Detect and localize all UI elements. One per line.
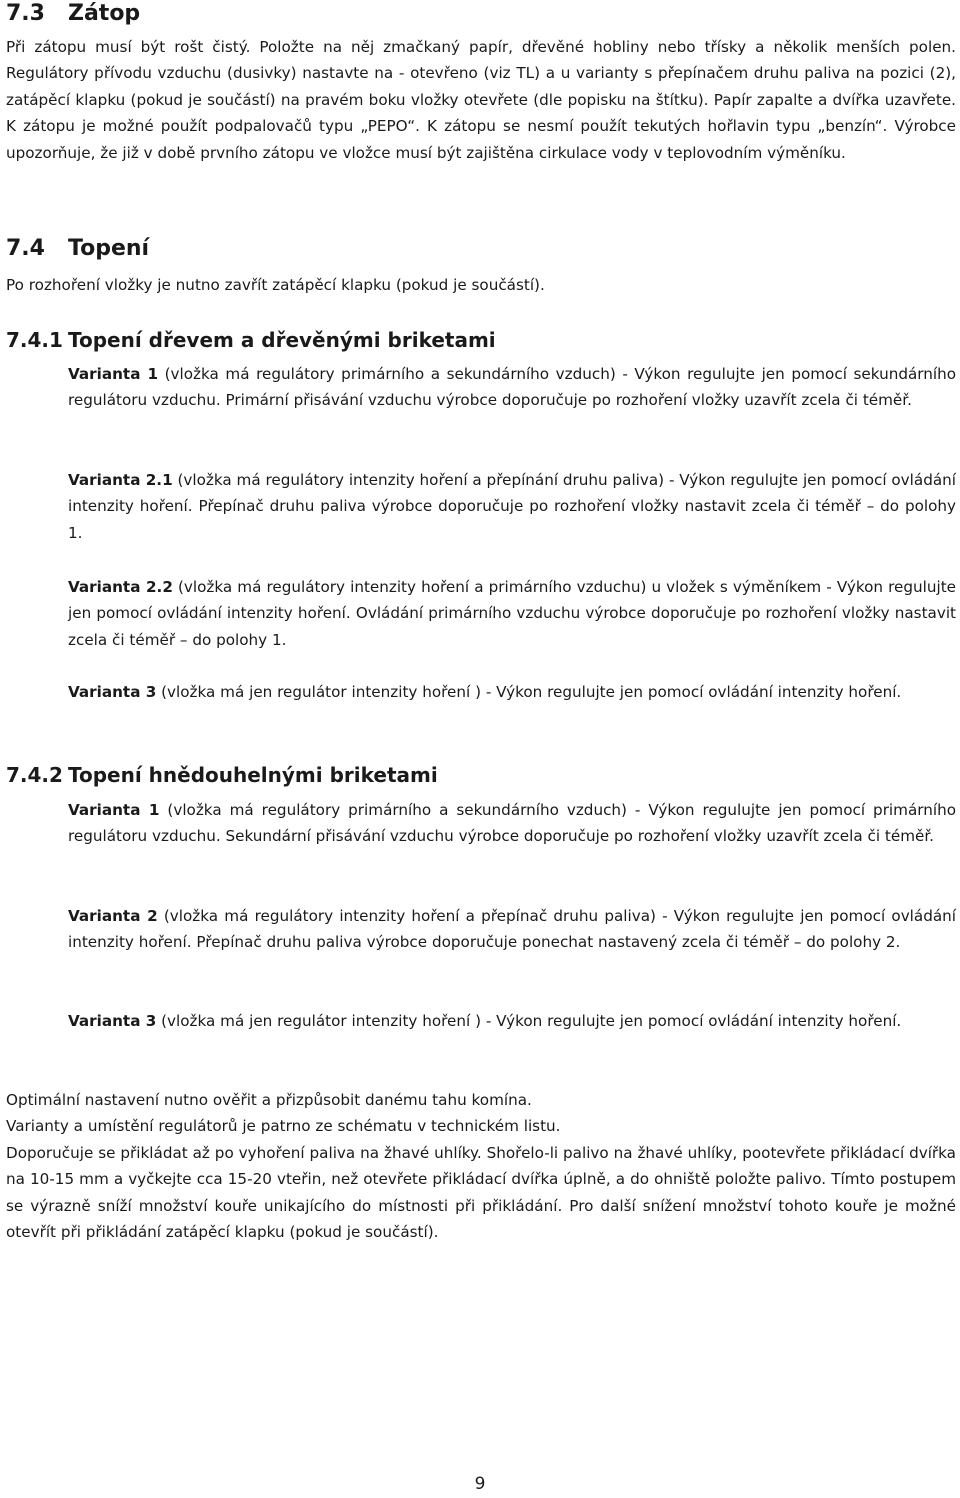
- variant-paragraph: [68, 679, 956, 705]
- variant-label: Varianta 3: [68, 683, 157, 701]
- variant-text: (vložka má regulátory intenzity hoření a přepínání druhu paliva) - Výkon regulujte jen pomocí ovládání intenzity hoření. Přepínač druhu paliva výrobce doporučuje po rozhoření vložky nastavit zcela či téměř – do polohy 1.: [68, 471, 956, 542]
- variant-label: Varianta 3: [68, 1012, 157, 1030]
- variant-text: (vložka má jen regulátor intenzity hoření ) - Výkon regulujte jen pomocí ovládání intenzity hoření.: [156, 683, 902, 701]
- section-heading: [6, 0, 956, 28]
- section-number: 7.4.1: [6, 328, 63, 352]
- section-title: Topení: [68, 236, 150, 261]
- section-7-3-body: [0, 34, 960, 166]
- subsection-heading: [6, 762, 956, 788]
- variant-paragraph: [68, 903, 956, 956]
- variant-label: Varianta 2.1: [68, 471, 173, 489]
- variant-paragraph: [68, 1008, 956, 1034]
- section-number: 7.4.2: [6, 763, 63, 787]
- variant-paragraph: [68, 797, 956, 850]
- variant-label: Varianta 2: [68, 907, 158, 925]
- section-7-4: [0, 235, 960, 263]
- variant-block: [0, 574, 960, 653]
- subsection-heading: [6, 327, 956, 353]
- section-heading: [6, 235, 956, 263]
- variant-text: (vložka má regulátory intenzity hoření a primárního vzduchu) u vložek s výměníkem - Výkon regulujte jen pomocí ovládání intenzity hoření. Ovládání primárního vzduchu výrobce doporučuje po rozhoření vložky nastavit zcela či téměř – do polohy 1.: [68, 578, 956, 649]
- variant-label: Varianta 2.2: [68, 578, 173, 596]
- variant-block: [0, 1008, 960, 1034]
- variant-text: (vložka má regulátory primárního a sekundárního vzduch) - Výkon regulujte jen pomocí sekundárního regulátoru vzduchu. Primární přisávání vzduchu výrobce doporučuje po rozhoření vložky uzavřít zcela či téměř.: [68, 365, 957, 410]
- section-7-4-2: [0, 762, 960, 788]
- section-number: 7.4: [6, 236, 45, 261]
- paragraph: Optimální nastavení nutno ověřit a přizpůsobit danému tahu komína.: [6, 1091, 532, 1109]
- variant-text: (vložka má regulátory intenzity hoření a přepínač druhu paliva) - Výkon regulujte jen pomocí ovládání intenzity hoření. Přepínač druhu paliva výrobce doporučuje ponechat nastavený zcela či téměř – do polohy 2.: [68, 907, 956, 952]
- section-7-4-body: [0, 272, 960, 298]
- variant-label: Varianta 1: [68, 801, 160, 819]
- variant-label: Varianta 1: [68, 365, 159, 383]
- section-7-3: [0, 0, 960, 28]
- section-title: Topení hnědouhelnými briketami: [68, 763, 438, 787]
- variant-text: (vložka má jen regulátor intenzity hoření ) - Výkon regulujte jen pomocí ovládání intenzity hoření.: [156, 1012, 902, 1030]
- section-number: 7.3: [6, 1, 45, 26]
- variant-paragraph: [68, 467, 956, 546]
- variant-block: [0, 903, 960, 956]
- paragraph: Po rozhoření vložky je nutno zavřít zatápěcí klapku (pokud je součástí).: [6, 276, 545, 294]
- variant-block: [0, 361, 960, 414]
- variant-text: (vložka má regulátory primárního a sekundárního vzduch) - Výkon regulujte jen pomocí primárního regulátoru vzduchu. Sekundární přisávání vzduchu výrobce doporučuje po rozhoření vložky uzavřít zcela či téměř.: [68, 801, 956, 846]
- closing-notes: [0, 1087, 960, 1245]
- section-7-4-1: [0, 327, 960, 353]
- paragraph: Doporučuje se přikládat až po vyhoření paliva na žhavé uhlíky. Shořelo-li palivo na žhavé uhlíky, pootevřete přikládací dvířka na 10-15 mm a vyčkejte cca 15-20 vteřin, než otevřete přikládací dvířka úplně, a do ohniště položte palivo. Tímto postupem se výrazně sníží množství kouře unikajícího do místnosti při přikládání. Pro další snížení množství tohoto kouře je možné otevřít při přikládání zatápěcí klapku (pokud je součástí).: [6, 1143, 956, 1242]
- variant-block: [0, 467, 960, 546]
- section-title: Zátop: [68, 1, 141, 26]
- page-number: 9: [474, 1474, 486, 1494]
- paragraph: Při zátopu musí být rošt čistý. Položte na něj zmačkaný papír, dřevěné hobliny nebo třísky a několik menších polen. Regulátory přívodu vzduchu (dusivky) nastavte na - otevřeno (viz TL) a u varianty s přepínačem druhu paliva na pozici (2), zatápěcí klapku (pokud je součástí) na pravém boku vložky otevřete (dle popisku na štítku). Papír zapalte a dvířka uzavřete. K zátopu je možné použít podpalovačů typu „PEPO“. K zátopu se nesmí použít tekutých hořlavin typu „benzín“. Výrobce upozorňuje, že již v době prvního zátopu ve vložce musí být zajištěna cirkulace vody v teplovodním výměníku.: [6, 38, 956, 162]
- variant-block: [0, 797, 960, 850]
- section-title: Topení dřevem a dřevěnými briketami: [68, 328, 496, 352]
- variant-paragraph: [68, 361, 956, 414]
- variant-block: [0, 679, 960, 705]
- paragraph: Varianty a umístění regulátorů je patrno ze schématu v technickém listu.: [6, 1117, 561, 1136]
- variant-paragraph: [68, 574, 956, 653]
